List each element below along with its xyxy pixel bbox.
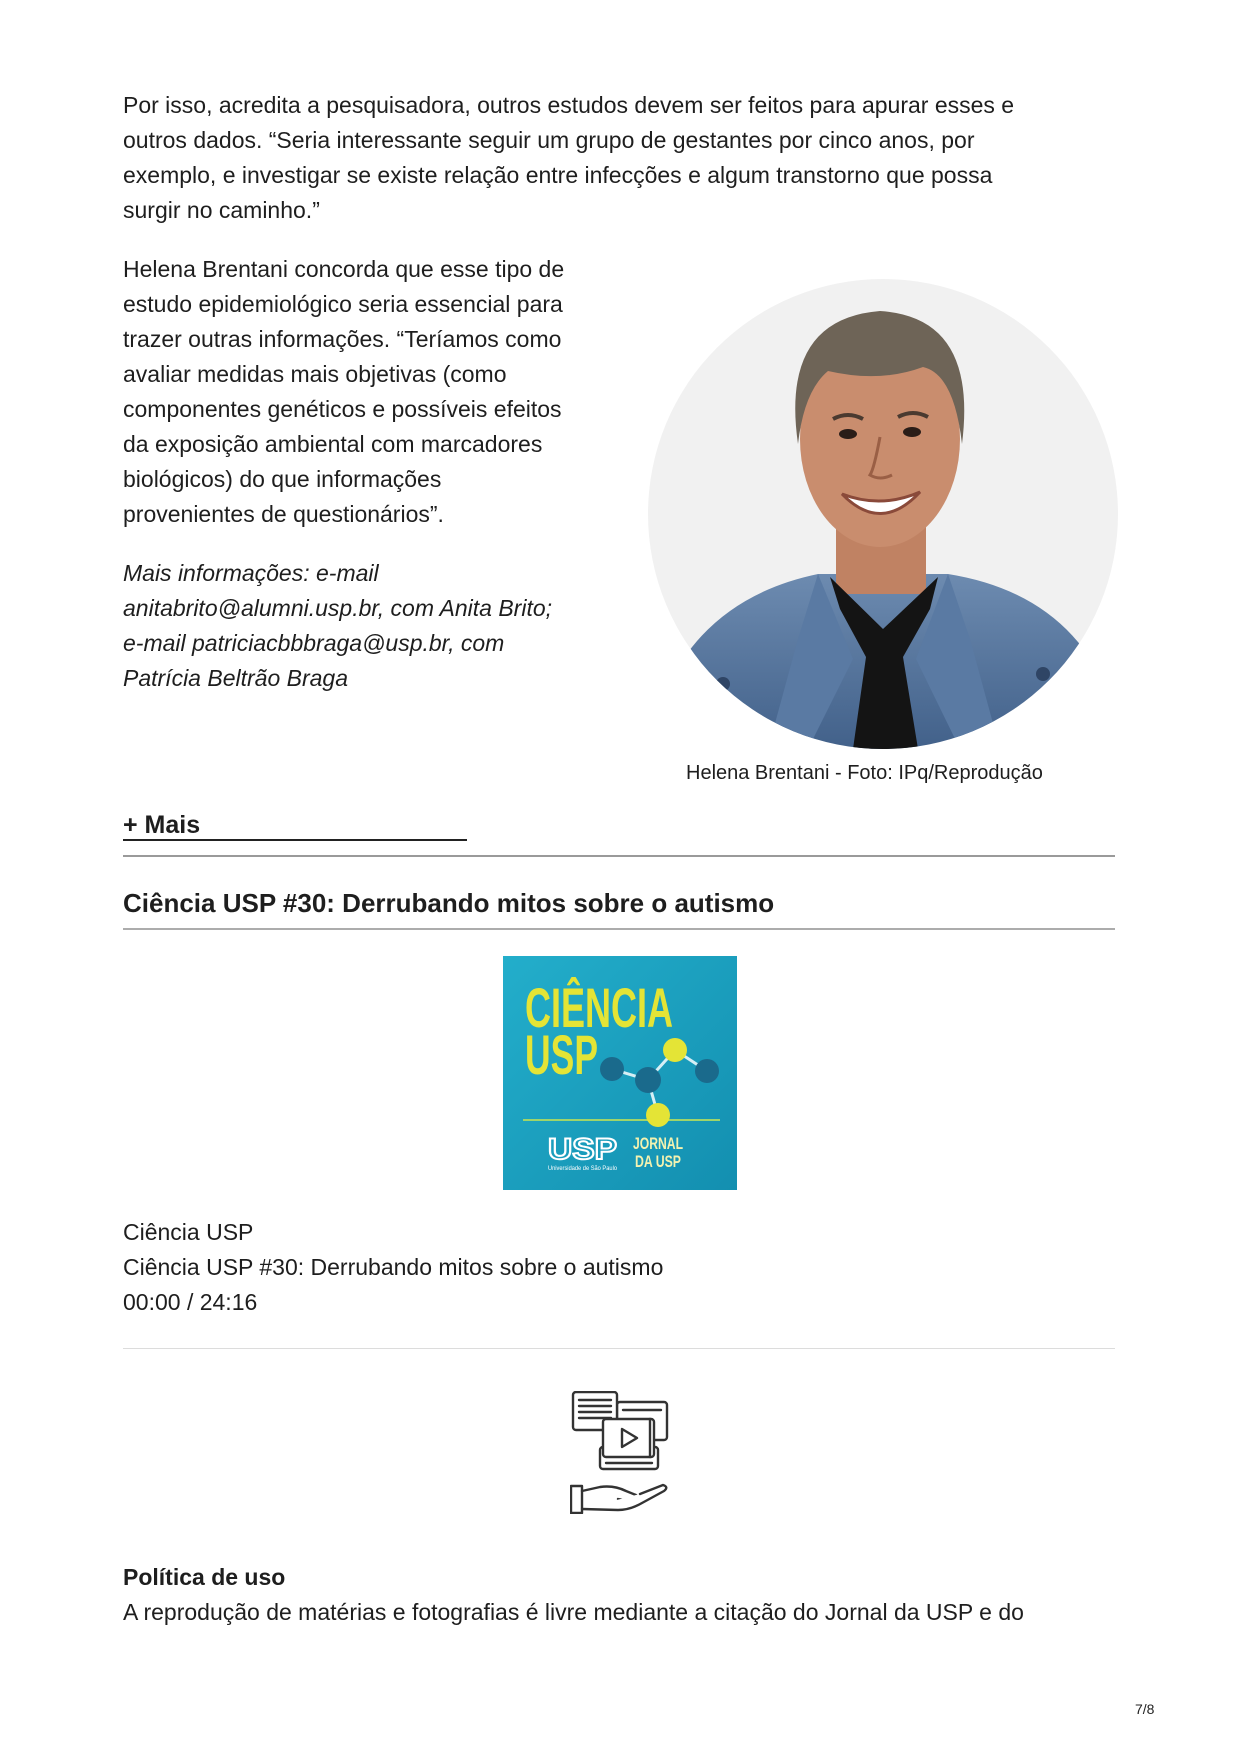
divider xyxy=(123,928,1115,930)
paragraph-line: estudo epidemiológico seria essencial para xyxy=(123,291,563,317)
contact-line: anitabrito@alumni.usp.br, com Anita Brito; xyxy=(123,595,553,621)
contact-info xyxy=(123,556,623,696)
paragraph-line: biológicos) do que informações xyxy=(123,466,442,492)
more-section-heading: + Mais xyxy=(123,811,467,841)
usp-logo-subtitle: Universidade de São Paulo xyxy=(548,1166,618,1172)
media-content-hand-icon xyxy=(570,1391,670,1514)
cover-brand-line1: JORNAL xyxy=(633,1134,683,1153)
cover-title-line2: USP xyxy=(525,1023,598,1086)
cover-title-line1: CIÊNCIA xyxy=(525,976,673,1039)
usp-logo: USP xyxy=(548,1133,617,1166)
paragraph-line: trazer outras informações. “Teríamos como xyxy=(123,326,562,352)
paragraph-line: surgir no caminho.” xyxy=(123,197,320,223)
episode-title-link[interactable]: Ciência USP #30: Derrubando mitos sobre o autismo xyxy=(123,888,775,918)
paragraph-line: provenientes de questionários”. xyxy=(123,501,444,527)
podcast-time: 00:00 / 24:16 xyxy=(123,1289,258,1315)
paragraph-line: outros dados. “Seria interessante seguir um grupo de gestantes por cinco anos, por xyxy=(123,127,975,153)
molecule-node xyxy=(646,1103,670,1127)
podcast-cover[interactable] xyxy=(503,956,737,1190)
paragraph-line: Helena Brentani concorda que esse tipo de xyxy=(123,256,565,282)
paragraph-research xyxy=(123,88,1123,228)
usage-policy-title: Política de uso xyxy=(123,1564,286,1590)
paragraph-brentani xyxy=(123,252,623,532)
paragraph-line: avaliar medidas mais objetivas (como xyxy=(123,361,507,387)
paragraph-line: Por isso, acredita a pesquisadora, outros estudos devem ser feitos para apurar esses e xyxy=(123,92,1015,118)
contact-line: Mais informações: e-mail xyxy=(123,560,379,586)
divider xyxy=(123,1348,1115,1349)
podcast-episode-name[interactable]: Ciência USP #30: Derrubando mitos sobre o autismo xyxy=(123,1254,664,1280)
page-number: 7/8 xyxy=(1135,1701,1155,1717)
divider xyxy=(123,855,1115,857)
usage-policy-text: A reprodução de matérias e fotografias é livre mediante a citação do Jornal da USP e do xyxy=(123,1599,1024,1625)
helena-brentani-photo xyxy=(648,279,1118,749)
photo-caption: Helena Brentani - Foto: IPq/Reprodução xyxy=(686,762,1043,784)
contact-line: Patrícia Beltrão Braga xyxy=(123,665,349,691)
paragraph-line: da exposição ambiental com marcadores xyxy=(123,431,543,457)
paragraph-line: exemplo, e investigar se existe relação entre infecções e algum transtorno que possa xyxy=(123,162,993,188)
cover-brand-line2: DA USP xyxy=(635,1152,681,1171)
cover-divider xyxy=(523,1119,720,1121)
contact-line: e-mail patriciacbbbraga@usp.br, com xyxy=(123,630,505,656)
podcast-player xyxy=(123,1215,1023,1320)
paragraph-line: componentes genéticos e possíveis efeitos xyxy=(123,396,562,422)
podcast-show-name: Ciência USP xyxy=(123,1219,254,1245)
usage-policy xyxy=(123,1560,1123,1630)
